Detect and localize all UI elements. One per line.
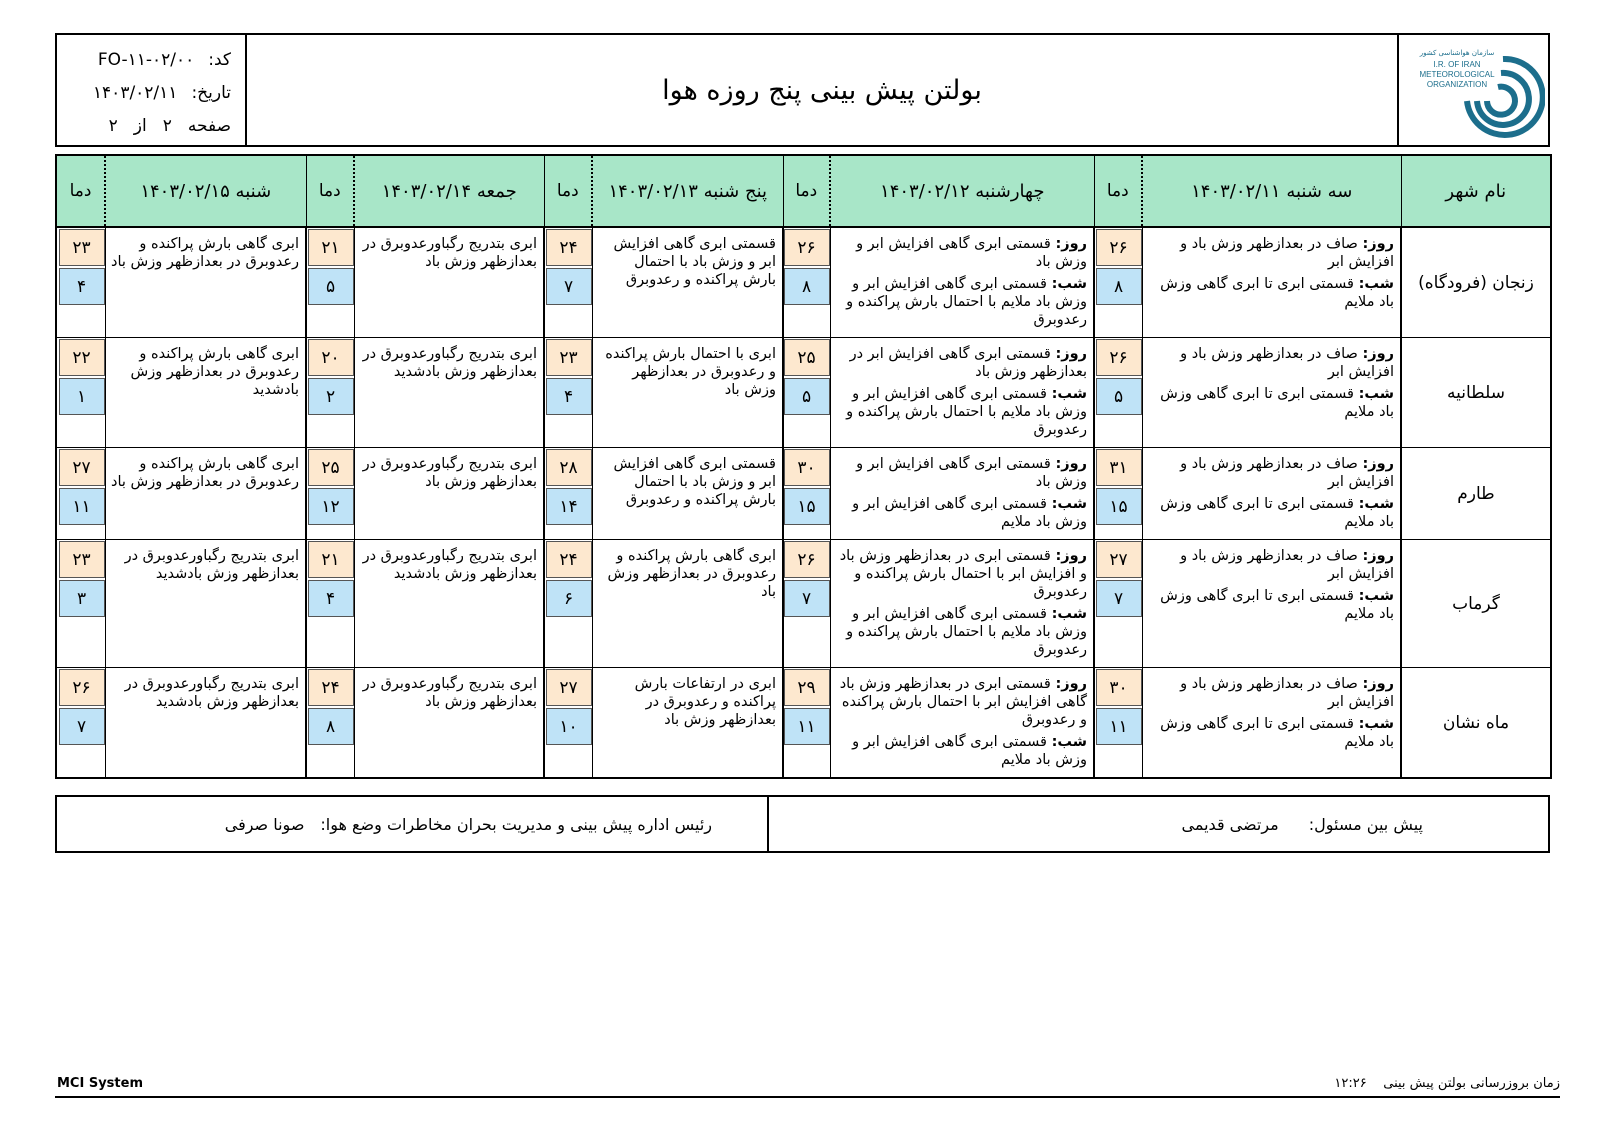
- temp-cell: [1094, 540, 1142, 668]
- min-temp: ۱۵: [784, 488, 830, 525]
- day-forecast-text: قسمتی ابری در بعدازظهر وزش باد و افزایش ابر با احتمال بارش پراکنده و رعدوبرق: [839, 548, 1087, 600]
- night-forecast: [835, 385, 1088, 439]
- night-forecast-text: قسمتی ابری گاهی افزایش ابر و وزش باد ملایم با احتمال بارش پراکنده و رعدوبرق: [846, 606, 1087, 658]
- forecast-cell: ابری بتدریج رگباورعدوبرق در بعدازظهر وزش باد: [354, 668, 544, 779]
- temp-cell: [783, 338, 830, 448]
- day-header: سه شنبه ۱۴۰۳/۰۲/۱۱: [1142, 155, 1401, 227]
- temp-cell: [544, 540, 592, 668]
- min-temp: ۴: [546, 378, 592, 415]
- min-temp: ۲: [308, 378, 354, 415]
- temp-cell: [544, 668, 592, 779]
- night-forecast-text: قسمتی ابری گاهی افزایش ابر و وزش باد ملایم: [852, 734, 1087, 768]
- night-forecast: [835, 605, 1088, 659]
- temp-cell: [56, 338, 105, 448]
- day-label: روز:: [1362, 676, 1394, 692]
- table-row: [56, 338, 1551, 448]
- page-total: ۲: [108, 115, 118, 136]
- temp-cell: [783, 448, 830, 540]
- date-label: تاریخ:: [191, 82, 231, 103]
- temp-cell: [306, 448, 354, 540]
- temp-header: دما: [1094, 155, 1142, 227]
- forecast-cell: ابری بتدریج رگباورعدوبرق در بعدازظهر وزش بادشدید: [105, 540, 306, 668]
- day-label: روز:: [1362, 236, 1394, 252]
- code-value: FO-۱۱-۰۲/۰۰: [97, 49, 195, 70]
- night-forecast-text: قسمتی ابری گاهی افزایش ابر و وزش باد ملایم با احتمال بارش پراکنده و رعدوبرق: [846, 386, 1087, 438]
- forecaster-label: پیش بین مسئول:: [1308, 814, 1423, 834]
- temp-cell: [1094, 668, 1142, 779]
- night-label: شب:: [1358, 588, 1394, 604]
- max-temp: ۲۰: [308, 339, 354, 376]
- temp-cell: [544, 448, 592, 540]
- day-header: جمعه ۱۴۰۳/۰۲/۱۴: [354, 155, 544, 227]
- forecast-cell: قسمتی ابری گاهی افزایش ابر و وزش باد با احتمال بارش پراکنده و رعدوبرق: [592, 227, 783, 338]
- day-forecast: [1147, 547, 1395, 583]
- signature-box: [55, 795, 1550, 853]
- min-temp: ۸: [308, 708, 354, 745]
- day-forecast: [1147, 455, 1395, 491]
- temp-cell: [306, 668, 354, 779]
- temp-cell: [306, 227, 354, 338]
- min-temp: ۸: [1096, 268, 1142, 305]
- night-label: شب:: [1358, 716, 1394, 732]
- night-label: شب:: [1358, 276, 1394, 292]
- min-temp: ۷: [1096, 580, 1142, 617]
- temp-cell: [1094, 227, 1142, 338]
- night-label: شب:: [1358, 496, 1394, 512]
- temp-cell: [1094, 338, 1142, 448]
- night-label: شب:: [1051, 276, 1087, 292]
- night-forecast-text: قسمتی ابری گاهی افزایش ابر و وزش باد ملایم: [852, 496, 1087, 530]
- day-forecast-text: قسمتی ابری گاهی افزایش ابر در بعدازظهر وزش باد: [849, 346, 1087, 380]
- max-temp: ۲۶: [784, 229, 830, 266]
- day-forecast-text: صاف در بعدازظهر وزش باد و افزایش ابر: [1180, 548, 1394, 582]
- forecast-cell: ابری با احتمال بارش پراکنده و رعدوبرق در بعدازظهر وزش باد: [592, 338, 783, 448]
- day-forecast-text: صاف در بعدازظهر وزش باد و افزایش ابر: [1180, 456, 1394, 490]
- code-label: کد:: [208, 49, 231, 70]
- temp-cell: [783, 227, 830, 338]
- min-temp: ۵: [784, 378, 830, 415]
- max-temp: ۲۶: [59, 669, 105, 706]
- page-of: از: [133, 115, 147, 136]
- max-temp: ۳۰: [784, 449, 830, 486]
- forecast-table: [55, 154, 1552, 779]
- night-forecast: [835, 275, 1088, 329]
- bulletin-header: [55, 33, 1550, 147]
- head-name: صونا صرفی: [224, 814, 305, 834]
- min-temp: ۱۱: [59, 488, 105, 525]
- min-temp: ۶: [546, 580, 592, 617]
- logo-text-en-2: METEOROLOGICAL: [1419, 70, 1495, 79]
- max-temp: ۲۷: [1096, 541, 1142, 578]
- temp-cell: [56, 668, 105, 779]
- forecast-cell: ابری بتدریج رگباورعدوبرق در بعدازظهر وزش باد: [354, 448, 544, 540]
- night-label: شب:: [1051, 734, 1087, 750]
- max-temp: ۲۱: [308, 541, 354, 578]
- min-temp: ۴: [308, 580, 354, 617]
- max-temp: ۲۳: [59, 229, 105, 266]
- temp-cell: [306, 338, 354, 448]
- forecast-cell: [830, 448, 1094, 540]
- forecast-cell: ابری گاهی بارش پراکنده و رعدوبرق در بعدازظهر وزش باد: [105, 448, 306, 540]
- night-forecast-text: قسمتی ابری تا ابری گاهی وزش باد ملایم: [1160, 716, 1394, 750]
- night-forecast-text: قسمتی ابری تا ابری گاهی وزش باد ملایم: [1160, 386, 1394, 420]
- day-label: روز:: [1362, 548, 1394, 564]
- forecast-cell: [1142, 448, 1401, 540]
- forecast-cell: ابری در ارتفاعات بارش پراکنده و رعدوبرق در بعدازظهر وزش باد: [592, 668, 783, 779]
- temp-cell: [306, 540, 354, 668]
- page-footer: [55, 1076, 1560, 1098]
- max-temp: ۲۷: [59, 449, 105, 486]
- night-forecast: [1147, 495, 1395, 531]
- min-temp: ۵: [1096, 378, 1142, 415]
- day-forecast: [835, 547, 1088, 601]
- night-forecast-text: قسمتی ابری تا ابری گاهی وزش باد ملایم: [1160, 276, 1394, 310]
- day-forecast-text: صاف در بعدازظهر وزش باد و افزایش ابر: [1180, 236, 1394, 270]
- table-row: [56, 540, 1551, 668]
- day-forecast-text: قسمتی ابری گاهی افزایش ابر و وزش باد: [856, 456, 1087, 490]
- page-current: ۲: [162, 115, 172, 136]
- min-temp: ۱۱: [784, 708, 830, 745]
- max-temp: ۲۴: [546, 541, 592, 578]
- forecaster-signature: [769, 797, 1548, 851]
- forecast-cell: [1142, 540, 1401, 668]
- max-temp: ۲۵: [784, 339, 830, 376]
- night-forecast: [835, 733, 1088, 769]
- forecast-cell: [1142, 338, 1401, 448]
- forecast-cell: [830, 540, 1094, 668]
- min-temp: ۱: [59, 378, 105, 415]
- min-temp: ۱۵: [1096, 488, 1142, 525]
- forecast-cell: [830, 227, 1094, 338]
- page-line: [71, 109, 231, 142]
- document-meta: [57, 35, 247, 145]
- night-forecast: [1147, 587, 1395, 623]
- day-forecast: [1147, 235, 1395, 271]
- day-label: روز:: [1055, 548, 1087, 564]
- page-label: صفحه: [187, 115, 231, 136]
- min-temp: ۷: [784, 580, 830, 617]
- temp-cell: [56, 540, 105, 668]
- update-time: ۱۲:۲۶: [1334, 1076, 1367, 1091]
- temp-cell: [783, 668, 830, 779]
- day-forecast: [835, 345, 1088, 381]
- temp-header: دما: [783, 155, 830, 227]
- head-label: رئیس اداره پیش بینی و مدیریت بحران مخاطرات وضع هوا:: [320, 814, 712, 834]
- day-forecast: [1147, 675, 1395, 711]
- temp-header: دما: [56, 155, 105, 227]
- max-temp: ۲۵: [308, 449, 354, 486]
- table-row: [56, 448, 1551, 540]
- system-name: MCI System: [57, 1076, 143, 1091]
- night-label: شب:: [1051, 496, 1087, 512]
- min-temp: ۴: [59, 268, 105, 305]
- city-name: زنجان (فرودگاه): [1401, 227, 1551, 338]
- max-temp: ۲۹: [784, 669, 830, 706]
- min-temp: ۷: [59, 708, 105, 745]
- page-title: بولتن پیش بینی پنج روزه هوا: [662, 74, 982, 106]
- temp-cell: [544, 227, 592, 338]
- table-header-row: [56, 155, 1551, 227]
- min-temp: ۸: [784, 268, 830, 305]
- forecast-cell: ابری گاهی بارش پراکنده و رعدوبرق در بعدازظهر وزش بادشدید: [105, 338, 306, 448]
- city-name: گرماب: [1401, 540, 1551, 668]
- night-label: شب:: [1051, 606, 1087, 622]
- temp-cell: [544, 338, 592, 448]
- min-temp: ۱۴: [546, 488, 592, 525]
- min-temp: ۵: [308, 268, 354, 305]
- max-temp: ۲۸: [546, 449, 592, 486]
- forecaster-name: مرتضی قدیمی: [1181, 814, 1279, 834]
- min-temp: ۱۲: [308, 488, 354, 525]
- day-forecast-text: صاف در بعدازظهر وزش باد و افزایش ابر: [1180, 676, 1394, 710]
- forecast-cell: [1142, 227, 1401, 338]
- temp-cell: [56, 227, 105, 338]
- day-forecast-text: صاف در بعدازظهر وزش باد و افزایش ابر: [1180, 346, 1394, 380]
- min-temp: ۳: [59, 580, 105, 617]
- table-row: [56, 668, 1551, 779]
- temp-cell: [783, 540, 830, 668]
- max-temp: ۲۳: [546, 339, 592, 376]
- night-label: شب:: [1358, 386, 1394, 402]
- day-forecast: [835, 235, 1088, 271]
- day-label: روز:: [1055, 346, 1087, 362]
- city-name: سلطانیه: [1401, 338, 1551, 448]
- max-temp: ۲۶: [1096, 229, 1142, 266]
- forecast-cell: ابری بتدریج رگباورعدوبرق در بعدازظهر وزش بادشدید: [354, 540, 544, 668]
- max-temp: ۳۰: [1096, 669, 1142, 706]
- min-temp: ۱۰: [546, 708, 592, 745]
- night-forecast-text: قسمتی ابری تا ابری گاهی وزش باد ملایم: [1160, 588, 1394, 622]
- day-label: روز:: [1055, 456, 1087, 472]
- logo-text-en-1: I.R. OF IRAN: [1433, 60, 1481, 69]
- table-row: [56, 227, 1551, 338]
- city-column-header: نام شهر: [1401, 155, 1551, 227]
- day-forecast-text: قسمتی ابری در بعدازظهر وزش باد گاهی افزایش ابر با احتمال بارش پراکنده و رعدوبرق: [839, 676, 1087, 728]
- day-label: روز:: [1055, 236, 1087, 252]
- update-time-line: [1334, 1076, 1560, 1091]
- night-forecast: [1147, 385, 1395, 421]
- logo-text-fa: سازمان هواشناسی کشور: [1419, 49, 1495, 57]
- day-label: روز:: [1362, 346, 1394, 362]
- max-temp: ۲۶: [784, 541, 830, 578]
- night-label: شب:: [1051, 386, 1087, 402]
- day-header: پنج شنبه ۱۴۰۳/۰۲/۱۳: [592, 155, 783, 227]
- date-line: [71, 76, 231, 109]
- forecast-cell: قسمتی ابری گاهی افزایش ابر و وزش باد با احتمال بارش پراکنده و رعدوبرق: [592, 448, 783, 540]
- forecast-cell: [830, 338, 1094, 448]
- max-temp: ۳۱: [1096, 449, 1142, 486]
- day-header: چهارشنبه ۱۴۰۳/۰۲/۱۲: [830, 155, 1094, 227]
- day-label: روز:: [1362, 456, 1394, 472]
- day-label: روز:: [1055, 676, 1087, 692]
- max-temp: ۲۳: [59, 541, 105, 578]
- temp-header: دما: [306, 155, 354, 227]
- min-temp: ۱۱: [1096, 708, 1142, 745]
- forecast-cell: ابری گاهی بارش پراکنده و رعدوبرق در بعدازظهر وزش باد: [105, 227, 306, 338]
- day-forecast: [835, 455, 1088, 491]
- max-temp: ۲۶: [1096, 339, 1142, 376]
- update-label: زمان بروزرسانی بولتن پیش بینی: [1383, 1076, 1560, 1091]
- day-forecast: [1147, 345, 1395, 381]
- night-forecast: [1147, 715, 1395, 751]
- min-temp: ۷: [546, 268, 592, 305]
- city-name: طارم: [1401, 448, 1551, 540]
- temp-header: دما: [544, 155, 592, 227]
- day-forecast: [835, 675, 1088, 729]
- city-name: ماه نشان: [1401, 668, 1551, 779]
- forecast-cell: [830, 668, 1094, 779]
- night-forecast-text: قسمتی ابری تا ابری گاهی وزش باد ملایم: [1160, 496, 1394, 530]
- temp-cell: [56, 448, 105, 540]
- forecast-cell: ابری بتدریج رگباورعدوبرق در بعدازظهر وزش بادشدید: [105, 668, 306, 779]
- date-value: ۱۴۰۳/۰۲/۱۱: [92, 82, 178, 103]
- logo: [1397, 35, 1548, 145]
- night-forecast-text: قسمتی ابری گاهی افزایش ابر و وزش باد ملایم با احتمال بارش پراکنده و رعدوبرق: [846, 276, 1087, 328]
- forecast-cell: ابری گاهی بارش پراکنده و رعدوبرق در بعدازظهر وزش باد: [592, 540, 783, 668]
- max-temp: ۲۴: [308, 669, 354, 706]
- max-temp: ۲۲: [59, 339, 105, 376]
- max-temp: ۲۴: [546, 229, 592, 266]
- max-temp: ۲۷: [546, 669, 592, 706]
- max-temp: ۲۱: [308, 229, 354, 266]
- forecast-cell: ابری بتدریج رگباورعدوبرق در بعدازظهر وزش بادشدید: [354, 338, 544, 448]
- forecast-cell: [1142, 668, 1401, 779]
- night-forecast: [835, 495, 1088, 531]
- day-forecast-text: قسمتی ابری گاهی افزایش ابر و وزش باد: [856, 236, 1087, 270]
- head-signature: [57, 797, 769, 851]
- temp-cell: [1094, 448, 1142, 540]
- night-forecast: [1147, 275, 1395, 311]
- logo-text-en-3: ORGANIZATION: [1426, 80, 1488, 89]
- day-header: شنبه ۱۴۰۳/۰۲/۱۵: [105, 155, 306, 227]
- meteorological-organization-logo-icon: [1403, 41, 1545, 141]
- forecast-cell: ابری بتدریج رگباورعدوبرق در بعدازظهر وزش باد: [354, 227, 544, 338]
- code-line: [71, 43, 231, 76]
